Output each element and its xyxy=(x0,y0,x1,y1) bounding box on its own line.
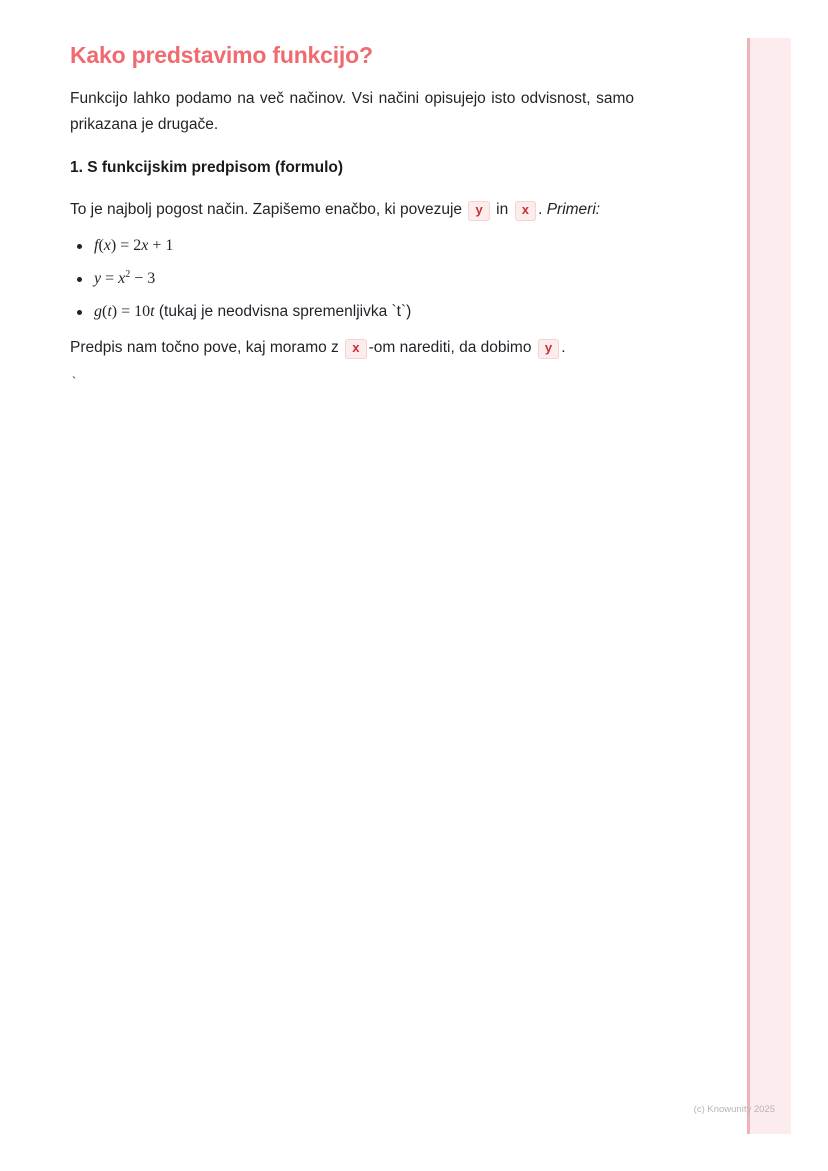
section-heading: 1. S funkcijskim predpisom (formulo) xyxy=(70,159,344,176)
formula: $y = x^2 - 3$ xyxy=(94,269,156,287)
copyright-footer: (c) Knowunity 2025 xyxy=(693,1104,775,1115)
lead-text: . xyxy=(538,201,547,218)
examples-label: Primeri: xyxy=(546,201,601,218)
examples-list xyxy=(70,236,634,322)
code-y: y xyxy=(468,201,490,221)
lead-paragraph xyxy=(70,197,634,224)
side-stripe-border xyxy=(747,38,750,1134)
lead-text: To je najbolj pogost način. Zapišemo enačbo, ki povezuje xyxy=(70,201,467,218)
page-title: Kako predstavimo funkcijo? xyxy=(70,42,373,68)
list-item xyxy=(94,302,634,322)
document-page xyxy=(70,40,634,390)
formula-note: (tukaj je neodvisna spremenljivka `t`) xyxy=(154,303,412,320)
formula: f(x) = 2x + 1 xyxy=(94,237,174,254)
code-x: x xyxy=(515,201,537,221)
code-y: y xyxy=(538,339,560,359)
formula: g(t) = 10t xyxy=(94,303,155,320)
intro-paragraph: Funkcijo lahko podamo na več načinov. Vsi načini opisujejo isto odvisnost, samo prikazana je drugače. xyxy=(70,90,634,133)
lead-text: in xyxy=(491,201,513,218)
closing-paragraph: Predpis nam točno pove, kaj moramo z x -om narediti, da dobimo y . xyxy=(70,335,634,362)
code-x: x xyxy=(345,339,367,359)
list-item xyxy=(94,236,634,256)
list-item xyxy=(94,269,634,289)
side-stripe xyxy=(747,38,791,1134)
stray-backtick: ` xyxy=(72,374,77,389)
